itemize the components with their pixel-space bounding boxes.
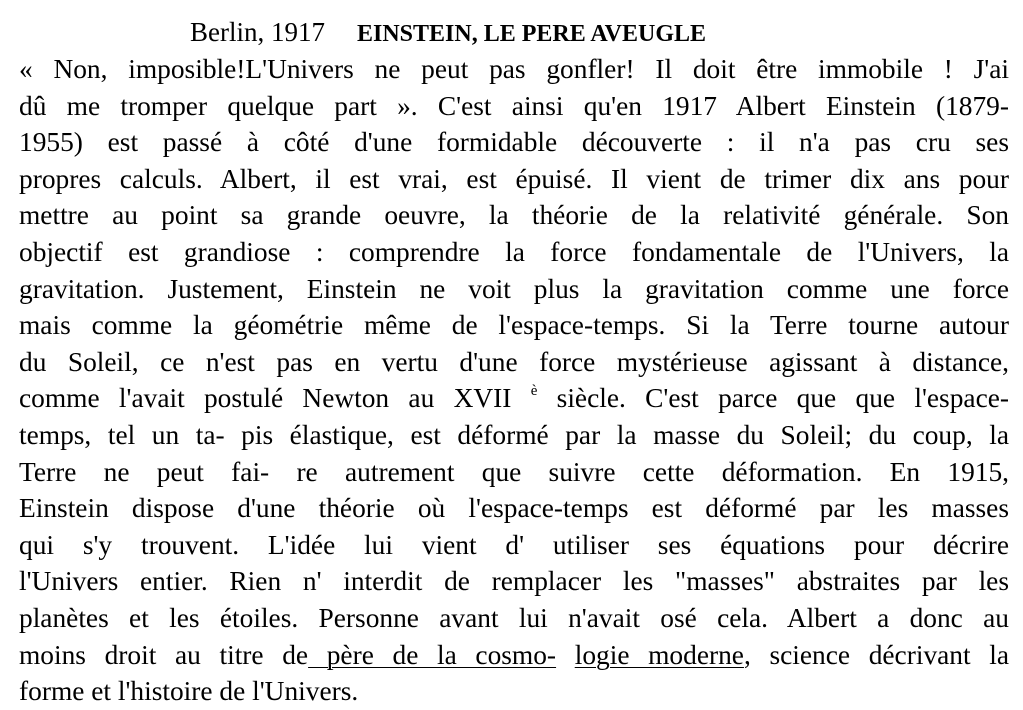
article-line: gravitation. Justement, Einstein ne voit plus la gravitation comme une force <box>19 273 1009 304</box>
place-date: Berlin, 1917 <box>190 17 325 47</box>
article-line: « Non, imposible!L'Univers ne peut pas gonfler! Il doit être immobile ! J'ai <box>19 54 1009 84</box>
article-line: propres calculs. Albert, il est vrai, est épuisé. Il vient de trimer dix ans pour <box>19 163 1009 194</box>
article-line: comme l'avait postulé Newton au XVII $^è$ siècle. C'est parce que que l'espace- <box>19 383 1010 414</box>
article-line: moins droit au titre de père de la cosmo- logie moderne, science décrivant la <box>19 639 1010 670</box>
article-line: planètes et les étoiles. Personne avant lui n'avait osé cela. Albert a donc au <box>19 602 1009 633</box>
article-body <box>0 51 1023 710</box>
underlined-term: père de la cosmo- <box>308 639 557 670</box>
article-line: du Soleil, ce n'est pas en vertu d'une force mystérieuse agissant à distance, <box>19 346 1009 377</box>
article-line: temps, tel un ta- pis élastique, est déformé par la masse du Soleil; du coup, la <box>19 419 1009 450</box>
article-headline: EINSTEIN, LE PERE AVEUGLE <box>357 21 707 47</box>
underlined-term: logie moderne <box>574 639 744 670</box>
article-line-cutoff: forme et l'histoire de l'Univers. <box>19 676 359 707</box>
article-line: Terre ne peut fai- re autrement que suivre cette déformation. En 1915, <box>19 456 1009 487</box>
article-header <box>190 14 706 55</box>
article-line: qui s'y trouvent. L'idée lui vient d' utiliser ses équations pour décrire <box>19 529 1009 560</box>
article-line: objectif est grandiose : comprendre la force fondamentale de l'Univers, la <box>19 236 1009 267</box>
article-line: 1955) est passé à côté d'une formidable découverte : il n'a pas cru ses <box>19 127 1009 158</box>
article-line: mettre au point sa grande oeuvre, la théorie de la relativité générale. Son <box>19 200 1009 231</box>
century-superscript: è <box>530 383 538 400</box>
article-line: mais comme la géométrie même de l'espace-temps. Si la Terre tourne autour <box>19 310 1009 341</box>
article-line: l'Univers entier. Rien n' interdit de remplacer les "masses" abstraites par les <box>19 566 1009 597</box>
article-line: Einstein dispose d'une théorie où l'espace-temps est déformé par les masses <box>19 493 1009 524</box>
article-line: dû me tromper quelque part ». C'est ainsi qu'en 1917 Albert Einstein (1879- <box>19 90 1009 121</box>
